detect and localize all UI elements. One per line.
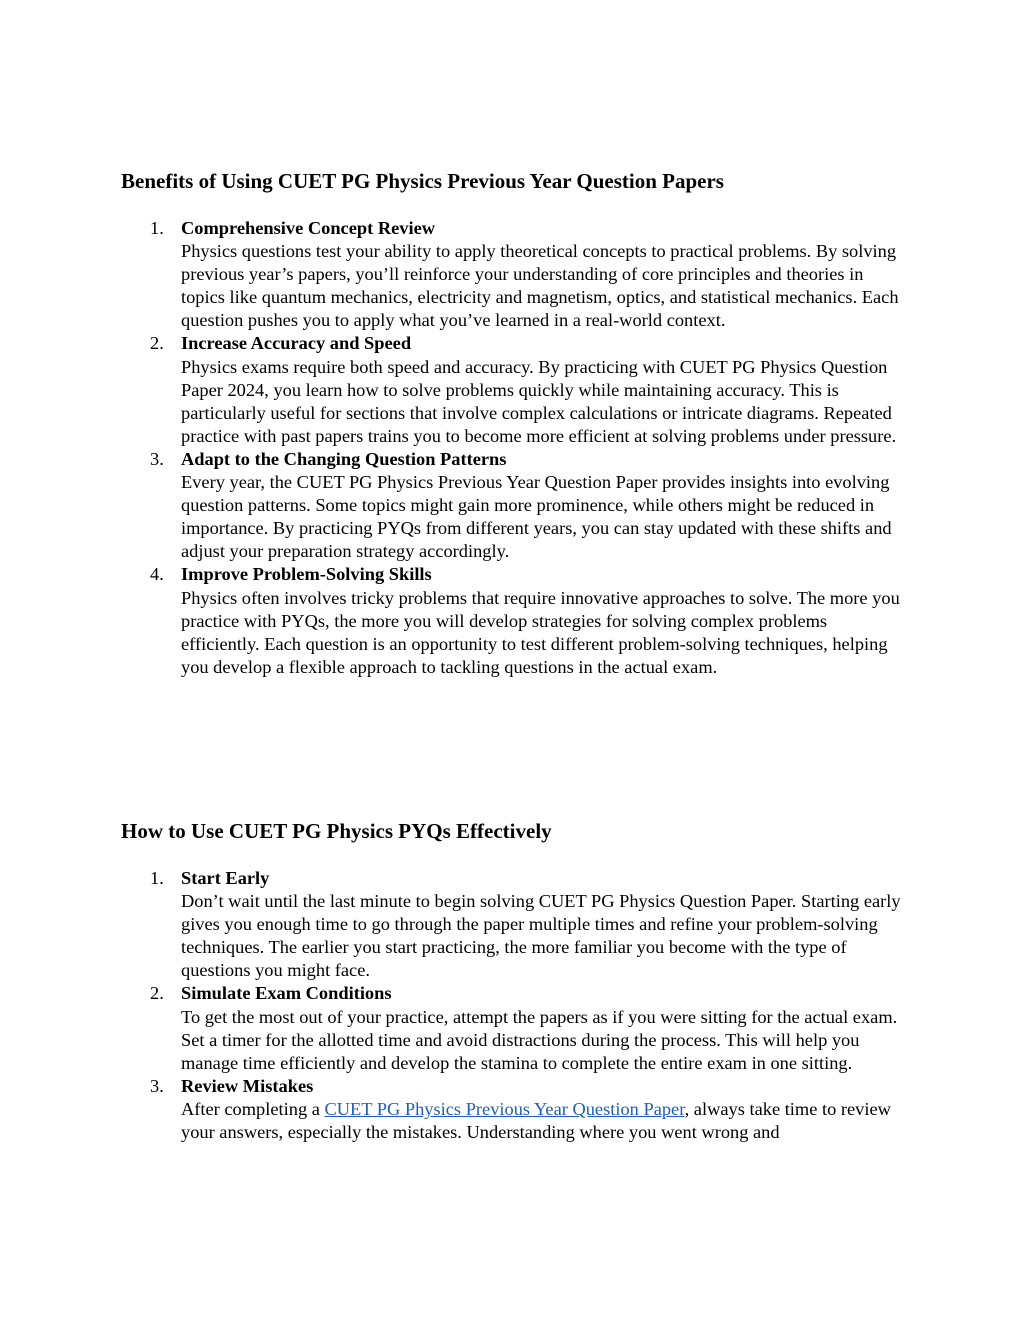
list-item-body-text: After completing a	[181, 1098, 325, 1119]
list-item	[0, 448, 906, 563]
list-item-title: Review Mistakes	[181, 1075, 314, 1096]
list-item	[0, 217, 906, 332]
list-item-body: Physics questions test your ability to apply theoretical concepts to practical problems. By solving previous year’s papers, you’ll reinforce your understanding of core principles and theories in topics like quantum mechanics, electricity and magnetism, optics, and statistical mechanics. Each question pushes you to apply what you’ve learned in a real-world context.	[181, 241, 899, 331]
list-item	[0, 332, 906, 447]
list-item-number: 4.	[150, 564, 164, 585]
list-item-body-text: , always take time to review your answers, especially the mistakes. Understanding where you went wrong and	[181, 1098, 891, 1143]
list-item-title: Comprehensive Concept Review	[181, 218, 436, 238]
list-item-number: 1.	[150, 868, 164, 888]
benefits-list	[0, 217, 1024, 679]
question-paper-link[interactable]: CUET PG Physics Previous Year Question Paper	[324, 1098, 685, 1119]
section-heading-benefits: Benefits of Using CUET PG Physics Previous Year Question Papers	[121, 169, 724, 193]
list-item	[0, 1075, 906, 1144]
list-item-body	[181, 1098, 906, 1144]
list-item	[0, 982, 906, 1074]
list-item-number: 3.	[150, 448, 164, 469]
list-item	[0, 563, 906, 678]
list-item-body: To get the most out of your practice, attempt the papers as if you were sitting for the actual exam. Set a timer for the allotted time and avoid distractions during the process. This will help you manage time efficiently and develop the stamina to complete the entire exam in one sitting.	[181, 1006, 898, 1073]
section-heading-how-to-use: How to Use CUET PG Physics PYQs Effectively	[121, 819, 552, 843]
list-item-title: Increase Accuracy and Speed	[181, 333, 412, 354]
list-item-body: Don’t wait until the last minute to begin solving CUET PG Physics Question Paper. Starting early gives you enough time to go through the paper multiple times and refine your problem-solving techniques. The earlier you start practicing, the more familiar you become with the type of questions you might face.	[181, 891, 901, 981]
list-item-number: 2.	[150, 333, 164, 354]
list-item-title: Start Early	[181, 868, 270, 888]
list-item-title: Adapt to the Changing Question Patterns	[181, 448, 507, 469]
how-to-use-list	[0, 867, 1024, 1144]
list-item-title: Improve Problem-Solving Skills	[181, 564, 432, 585]
list-item-body: Physics exams require both speed and accuracy. By practicing with CUET PG Physics Question Paper 2024, you learn how to solve problems quickly while maintaining accuracy. This is particularly useful for sections that involve complex calculations or intricate diagrams. Repeated practice with past papers trains you to become more efficient at solving problems under pressure.	[181, 356, 897, 446]
list-item	[0, 867, 906, 982]
list-item-number: 1.	[150, 218, 164, 238]
list-item-title: Simulate Exam Conditions	[181, 983, 392, 1004]
list-item-number: 3.	[150, 1075, 164, 1096]
list-item-body: Every year, the CUET PG Physics Previous Year Question Paper provides insights into evolving question patterns. Some topics might gain more prominence, while others might be reduced in importance. By practicing PYQs from different years, you can stay updated with these shifts and adjust your preparation strategy accordingly.	[181, 472, 892, 562]
list-item-number: 2.	[150, 983, 164, 1004]
list-item-body: Physics often involves tricky problems that require innovative approaches to solve. The more you practice with PYQs, the more you will develop strategies for solving complex problems efficiently. Each question is an opportunity to test different problem-solving techniques, helping you develop a flexible approach to tackling questions in the actual exam.	[181, 587, 900, 677]
